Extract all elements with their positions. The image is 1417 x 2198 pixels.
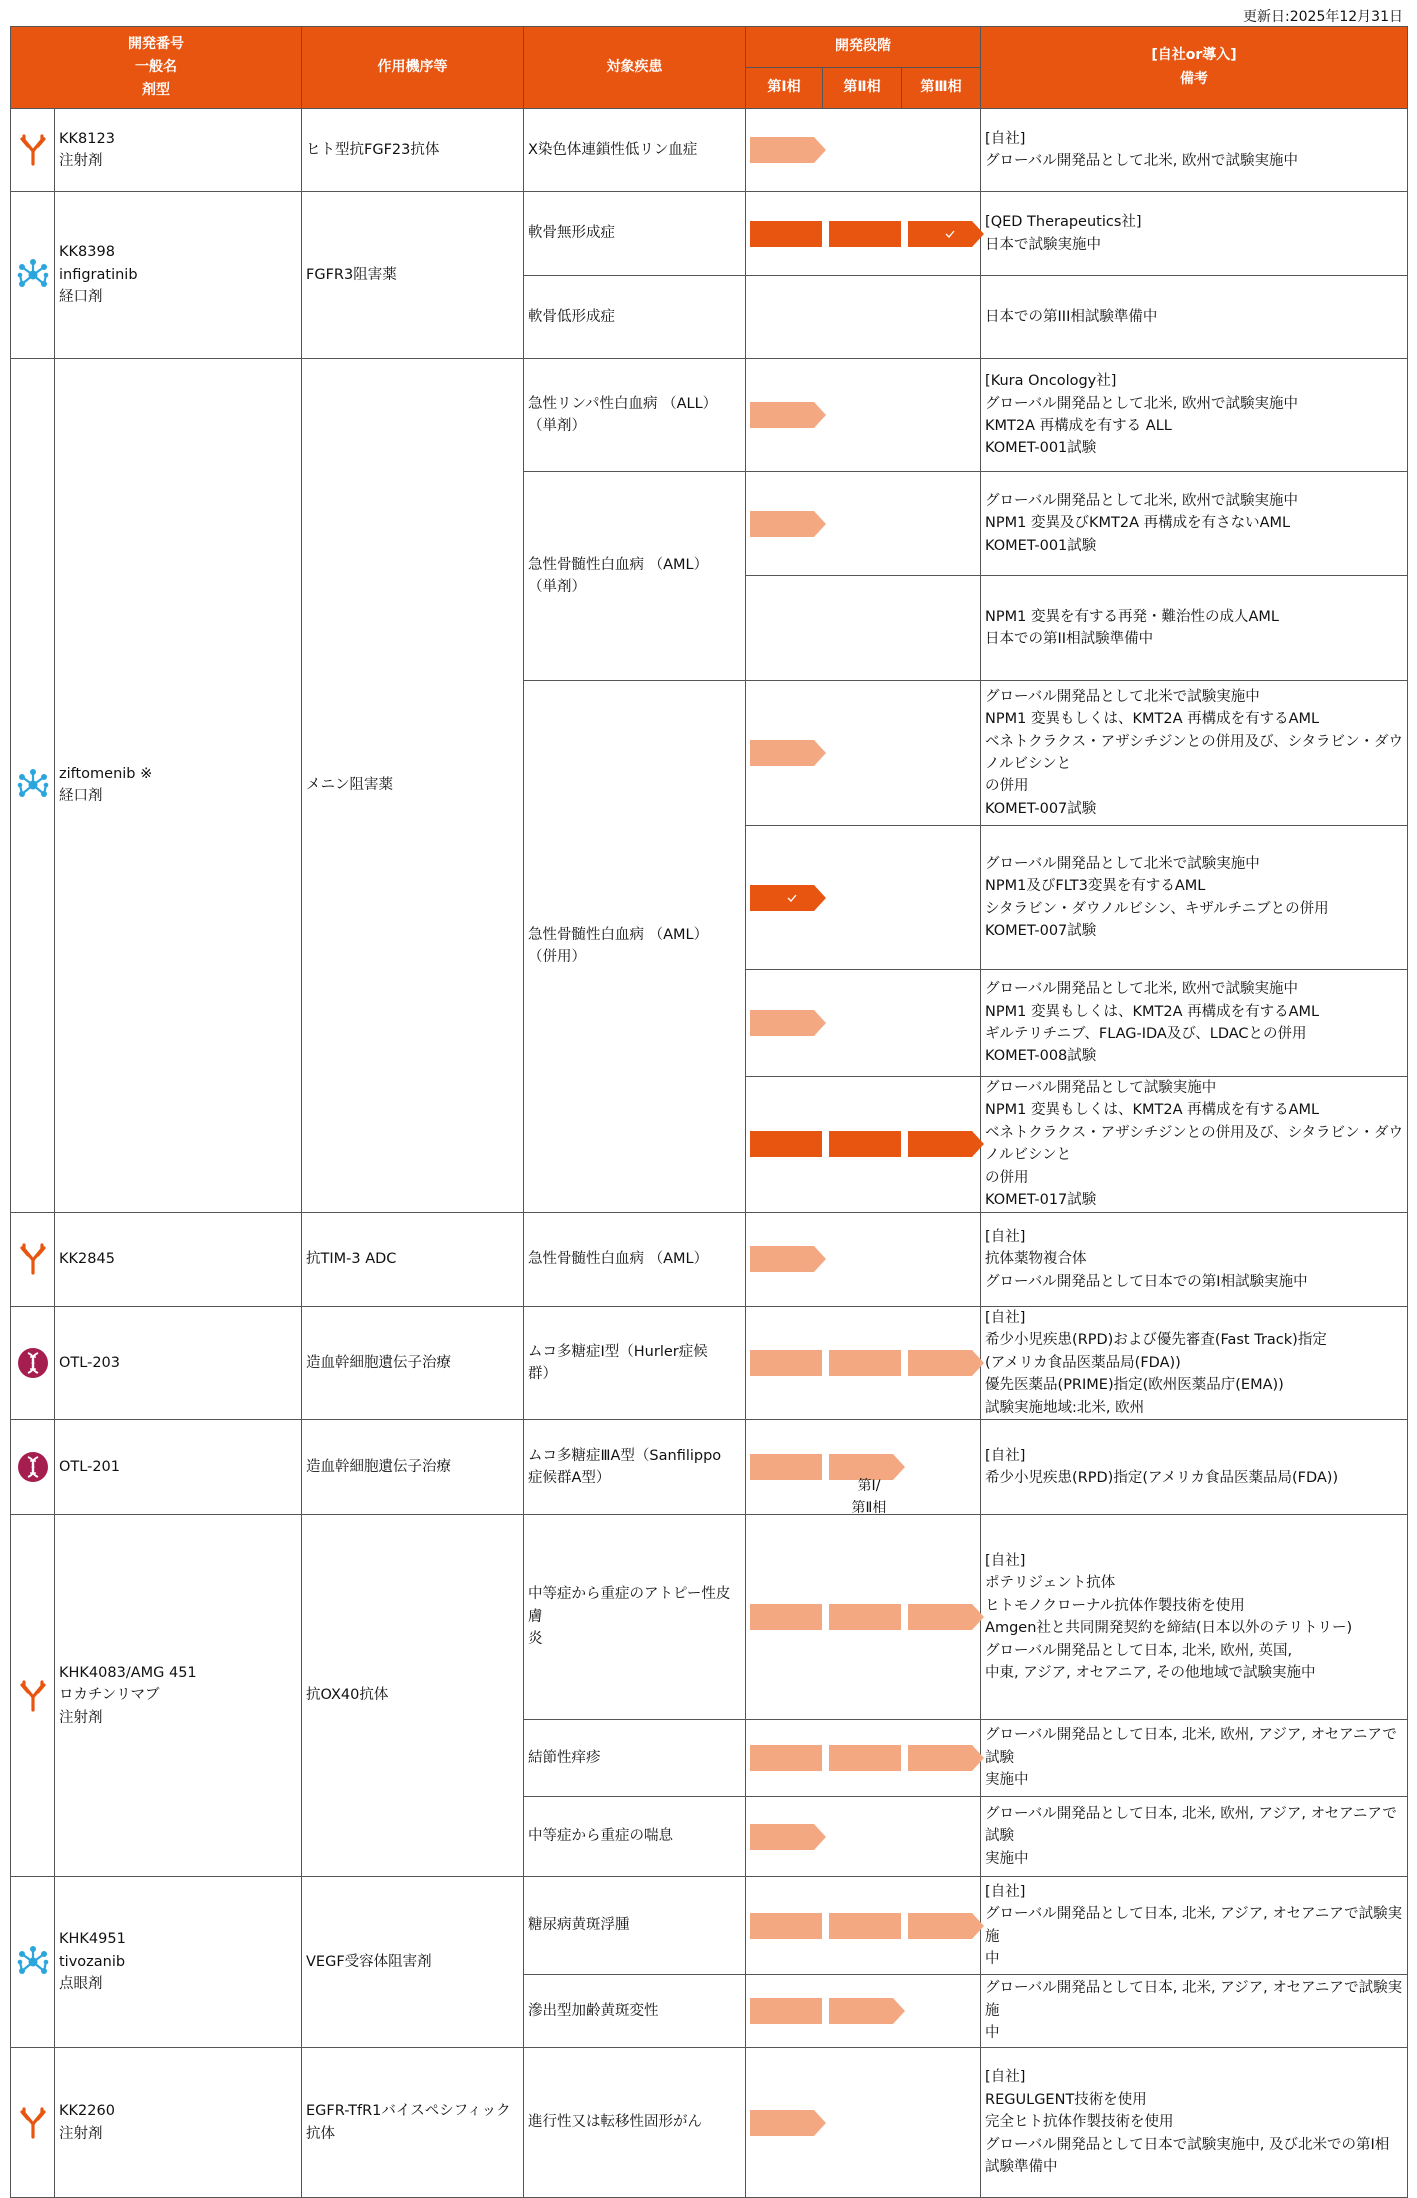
antibody-icon bbox=[11, 109, 55, 192]
remarks: [自社] ポテリジェント抗体 ヒトモノクローナル抗体作製技術を使用 Amgen社と共同開発契約を締結(日本以外のテリトリー) グローバル開発品として日本, 北米, 欧州, 英国, 中東, アジア, オセアニア, その他地域で試験実施中 bbox=[981, 1515, 1408, 1720]
phase-segment bbox=[908, 1745, 984, 1771]
phase-segment bbox=[750, 2110, 826, 2136]
target-disease: 急性骨髄性白血病 （AML） （単剤） bbox=[524, 472, 746, 681]
remarks: グローバル開発品として北米で試験実施中 NPM1及びFLT3変異を有するAML シタラビン・ダウノルビシン、キザルチニブとの併用 KOMET-007試験 bbox=[981, 826, 1408, 970]
development-stage bbox=[746, 1420, 981, 1515]
antibody-icon bbox=[11, 1515, 55, 1877]
target-disease: X染色体連鎖性低リン血症 bbox=[524, 109, 746, 192]
target-disease: 結節性痒疹 bbox=[524, 1720, 746, 1797]
product-code: KK2845 bbox=[55, 1212, 302, 1306]
antibody-icon bbox=[11, 2048, 55, 2198]
mechanism: FGFR3阻害薬 bbox=[302, 192, 524, 359]
phase-segment bbox=[908, 1350, 984, 1376]
pipeline-row bbox=[11, 1212, 1408, 1306]
development-stage bbox=[746, 2048, 981, 2198]
development-stage bbox=[746, 970, 981, 1077]
phase-segment bbox=[908, 1131, 984, 1157]
small-molecule-icon bbox=[11, 359, 55, 1213]
phase-segment bbox=[750, 1246, 826, 1272]
phase-bar bbox=[750, 1824, 985, 1850]
remarks: グローバル開発品として北米で試験実施中 NPM1 変異もしくは、KMT2A 再構成を有するAML ベネトクラクス・アザシチジンとの併用及び、シタラビン・ダウノルビシンと の併用 KOMET-007試験 bbox=[981, 681, 1408, 826]
phase-bar bbox=[750, 885, 985, 911]
gene-therapy-icon bbox=[11, 1420, 55, 1515]
target-disease: 急性骨髄性白血病 （AML） （併用） bbox=[524, 681, 746, 1213]
phase-segment bbox=[750, 1010, 826, 1036]
mechanism: EGFR-TfR1バイスペシフィック抗体 bbox=[302, 2048, 524, 2198]
phase-segment bbox=[829, 1998, 905, 2024]
mechanism: 抗OX40抗体 bbox=[302, 1515, 524, 1877]
remarks: NPM1 変異を有する再発・難治性の成人AML 日本での第II相試験準備中 bbox=[981, 576, 1408, 681]
target-disease: 軟骨低形成症 bbox=[524, 276, 746, 359]
development-stage bbox=[746, 1720, 981, 1797]
header-phase2: 第Ⅱ相 bbox=[823, 68, 902, 109]
pipeline-table bbox=[10, 26, 1408, 2198]
remarks: グローバル開発品として日本, 北米, アジア, オセアニアで試験実施 中 bbox=[981, 1975, 1408, 2048]
header-stage: 開発段階 bbox=[746, 27, 981, 68]
remarks: [QED Therapeutics社] 日本で試験実施中 bbox=[981, 192, 1408, 276]
phase-bar bbox=[750, 304, 985, 330]
remarks: [自社] 希少小児疾患(RPD)指定(アメリカ食品医薬品局(FDA)) bbox=[981, 1420, 1408, 1515]
pipeline-row bbox=[11, 1877, 1408, 1975]
development-stage bbox=[746, 826, 981, 970]
development-stage bbox=[746, 192, 981, 276]
product-code: KK8398 infigratinib 経口剤 bbox=[55, 192, 302, 359]
phase-segment bbox=[908, 1604, 984, 1630]
target-disease: 進行性又は転移性固形がん bbox=[524, 2048, 746, 2198]
phase-segment bbox=[908, 1913, 984, 1939]
phase-segment bbox=[750, 1454, 822, 1480]
phase-segment bbox=[750, 137, 826, 163]
phase-bar bbox=[750, 615, 985, 641]
development-stage bbox=[746, 1306, 981, 1419]
phase-bar bbox=[750, 1913, 985, 1939]
phase-bar bbox=[750, 1604, 985, 1630]
target-disease: 急性リンパ性白血病 （ALL） （単剤） bbox=[524, 359, 746, 472]
mechanism: ヒト型抗FGF23抗体 bbox=[302, 109, 524, 192]
development-stage bbox=[746, 1797, 981, 1877]
phase-segment bbox=[750, 1131, 822, 1157]
phase-bar bbox=[750, 137, 985, 163]
remarks: [自社] 抗体薬物複合体 グローバル開発品として日本での第Ⅰ相試験実施中 bbox=[981, 1212, 1408, 1306]
phase-note: 第Ⅰ/ 第Ⅱ相 bbox=[851, 1478, 887, 1516]
phase-bar bbox=[750, 2110, 985, 2136]
phase-segment bbox=[829, 1604, 901, 1630]
header-remarks: [自社or導入] 備考 bbox=[981, 27, 1408, 109]
small-molecule-icon bbox=[11, 192, 55, 359]
remarks: [自社] グローバル開発品として北米, 欧州で試験実施中 bbox=[981, 109, 1408, 192]
target-disease: 中等症から重症のアトピー性皮膚 炎 bbox=[524, 1515, 746, 1720]
phase-segment bbox=[829, 1913, 901, 1939]
product-code: OTL-203 bbox=[55, 1306, 302, 1419]
development-stage bbox=[746, 109, 981, 192]
target-disease: 中等症から重症の喘息 bbox=[524, 1797, 746, 1877]
product-code: OTL-201 bbox=[55, 1420, 302, 1515]
phase-bar bbox=[750, 1745, 985, 1771]
gene-therapy-icon bbox=[11, 1306, 55, 1419]
phase-bar bbox=[750, 511, 985, 537]
header-phase1: 第Ⅰ相 bbox=[746, 68, 823, 109]
phase-segment bbox=[750, 1824, 826, 1850]
target-disease: ムコ多糖症Ⅰ型（Hurler症候 群） bbox=[524, 1306, 746, 1419]
product-code: KK8123 注射剤 bbox=[55, 109, 302, 192]
phase-bar bbox=[750, 402, 985, 428]
mechanism: 造血幹細胞遺伝子治療 bbox=[302, 1420, 524, 1515]
header-disease: 対象疾患 bbox=[524, 27, 746, 109]
phase-bar bbox=[750, 1131, 985, 1157]
development-stage bbox=[746, 1975, 981, 2048]
remarks: [Kura Oncology社] グローバル開発品として北米, 欧州で試験実施中 KMT2A 再構成を有する ALL KOMET-001試験 bbox=[981, 359, 1408, 472]
pipeline-row bbox=[11, 192, 1408, 276]
phase-bar bbox=[750, 1246, 985, 1272]
development-stage bbox=[746, 1877, 981, 1975]
phase-segment bbox=[750, 1913, 822, 1939]
product-code: KHK4951 tivozanib 点眼剤 bbox=[55, 1877, 302, 2048]
remarks: 日本での第III相試験準備中 bbox=[981, 276, 1408, 359]
target-disease: 軟骨無形成症 bbox=[524, 192, 746, 276]
header-phase3: 第Ⅲ相 bbox=[902, 68, 981, 109]
pipeline-row bbox=[11, 109, 1408, 192]
phase-segment bbox=[750, 402, 826, 428]
development-stage bbox=[746, 472, 981, 576]
phase-segment bbox=[750, 740, 826, 766]
phase-segment bbox=[829, 1745, 901, 1771]
phase-segment bbox=[829, 1131, 901, 1157]
remarks: [自社] グローバル開発品として日本, 北米, アジア, オセアニアで試験実施 中 bbox=[981, 1877, 1408, 1975]
pipeline-row bbox=[11, 2048, 1408, 2198]
product-code: KHK4083/AMG 451 ロカチンリマブ 注射剤 bbox=[55, 1515, 302, 1877]
pipeline-row bbox=[11, 1515, 1408, 1720]
mechanism: メニン阻害薬 bbox=[302, 359, 524, 1213]
phase-segment bbox=[750, 1998, 822, 2024]
pipeline-row bbox=[11, 359, 1408, 472]
target-disease: 糖尿病黄斑浮腫 bbox=[524, 1877, 746, 1975]
development-stage bbox=[746, 359, 981, 472]
development-stage bbox=[746, 1077, 981, 1213]
header-code: 開発番号 一般名 剤型 bbox=[11, 27, 302, 109]
development-stage bbox=[746, 576, 981, 681]
mechanism: 抗TIM-3 ADC bbox=[302, 1212, 524, 1306]
pipeline-row bbox=[11, 1306, 1408, 1419]
phase-segment bbox=[750, 1745, 822, 1771]
phase-segment bbox=[829, 221, 901, 247]
remarks: グローバル開発品として日本, 北米, 欧州, アジア, オセアニアで試験 実施中 bbox=[981, 1797, 1408, 1877]
product-code: ziftomenib ※ 経口剤 bbox=[55, 359, 302, 1213]
phase-segment bbox=[750, 221, 822, 247]
development-stage bbox=[746, 681, 981, 826]
remarks: [自社] REGULGENT技術を使用 完全ヒト抗体作製技術を使用 グローバル開発品として日本で試験実施中, 及び北米での第Ⅰ相 試験準備中 bbox=[981, 2048, 1408, 2198]
target-disease: 急性骨髄性白血病 （AML） bbox=[524, 1212, 746, 1306]
phase-bar bbox=[750, 1010, 985, 1036]
remarks: グローバル開発品として試験実施中 NPM1 変異もしくは、KMT2A 再構成を有するAML ベネトクラクス・アザシチジンとの併用及び、シタラビン・ダウノルビシンと の併用 KOMET-017試験 bbox=[981, 1077, 1408, 1213]
development-stage bbox=[746, 276, 981, 359]
pipeline-row bbox=[11, 1420, 1408, 1515]
development-stage bbox=[746, 1515, 981, 1720]
phase-segment bbox=[829, 1350, 901, 1376]
small-molecule-icon bbox=[11, 1877, 55, 2048]
antibody-icon bbox=[11, 1212, 55, 1306]
phase-segment bbox=[750, 1350, 822, 1376]
remarks: グローバル開発品として北米, 欧州で試験実施中 NPM1 変異及びKMT2A 再構成を有さないAML KOMET-001試験 bbox=[981, 472, 1408, 576]
remarks: グローバル開発品として日本, 北米, 欧州, アジア, オセアニアで試験 実施中 bbox=[981, 1720, 1408, 1797]
remarks: [自社] 希少小児疾患(RPD)および優先審査(Fast Track)指定 (アメリカ食品医薬品局(FDA)) 優先医薬品(PRIME)指定(欧州医薬品庁(EMA)) 試験実施地域:北米, 欧州 bbox=[981, 1306, 1408, 1419]
phase-bar bbox=[750, 1998, 985, 2024]
target-disease: 滲出型加齢黄斑変性 bbox=[524, 1975, 746, 2048]
remarks: グローバル開発品として北米, 欧州で試験実施中 NPM1 変異もしくは、KMT2A 再構成を有するAML ギルテリチニブ、FLAG-IDA及び、LDACとの併用 KOMET-008試験 bbox=[981, 970, 1408, 1077]
header-mechanism: 作用機序等 bbox=[302, 27, 524, 109]
phase-bar bbox=[750, 740, 985, 766]
mechanism: 造血幹細胞遺伝子治療 bbox=[302, 1306, 524, 1419]
product-code: KK2260 注射剤 bbox=[55, 2048, 302, 2198]
phase-bar bbox=[750, 1350, 985, 1376]
development-stage bbox=[746, 1212, 981, 1306]
mechanism: VEGF受容体阻害剤 bbox=[302, 1877, 524, 2048]
updated-date: 更新日:2025年12月31日 bbox=[1243, 9, 1403, 25]
phase-segment bbox=[750, 1604, 822, 1630]
phase-segment bbox=[750, 511, 826, 537]
target-disease: ムコ多糖症ⅢA型（Sanfilippo 症候群A型） bbox=[524, 1420, 746, 1515]
phase-bar bbox=[750, 221, 985, 247]
